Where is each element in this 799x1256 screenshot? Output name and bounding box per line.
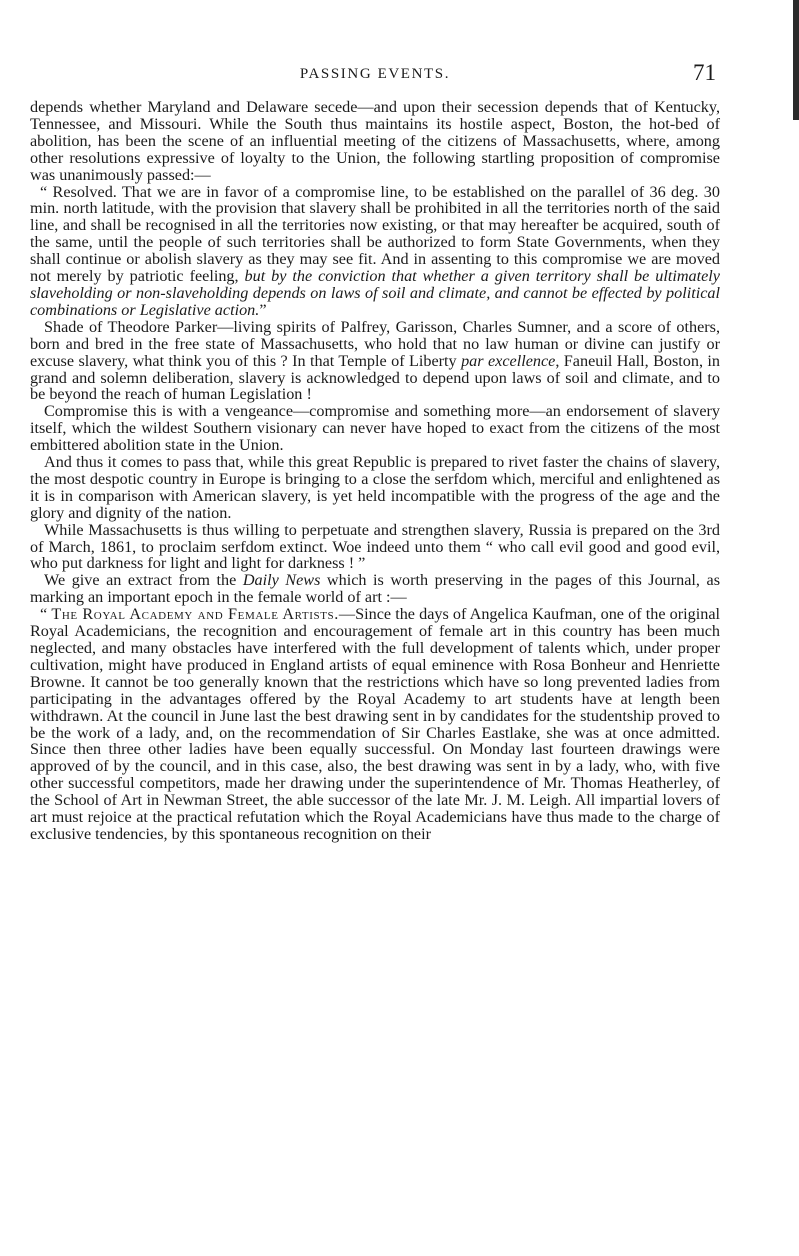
royal-academy-open-quote: “ [40,605,52,624]
page-header [30,60,720,90]
parker-text-start: Shade of Theodore Parker—living spirits of Palfrey, Garisson, Charles Sumner, and a score of others, born and bred in the free state of Massachusetts, who hold that no law human or divine can justify or excuse slavery, what think you of this ? In that Temple of Liberty [30,317,720,370]
resolution-close-quote: ” [259,300,267,319]
running-head: PASSING EVENTS. [299,66,451,82]
daily-news-text-start: We give an extract from the [44,571,243,590]
daily-news-title: Daily News [242,571,321,590]
resolution-text: “ Resolved. That we are in favor of a compromise line, to be established on the parallel of 36 deg. 30 min. north latitude, with the provision that slavery shall be prohibited in all the territories north of the said line, and shall be recognised in all the territories now existing, or that may hereafter be acquired, south of the same, until the people of such territories shall be authorized to form State Governments, when they shall continue or abolish slavery as they may see fit. And in assenting to this compromise we are moved not merely by patriotic feeling, [30,182,720,286]
paragraph-royal-academy [30,606,720,843]
paragraph-republic: And thus it comes to pass that, while this great Republic is prepared to rivet faster the chains of slavery, the most despotic country in Europe is bringing to a close the serfdom which, merciful and enlightened as it is in comparison with American slavery, is yet held incompatible with the progress of the age and the glory and dignity of the nation. [30,453,720,522]
royal-academy-text: —Since the days of Angelica Kaufman, one of the original Royal Academicians, the recognition and encouragement of female art in this country has been much neglected, and many obstacles have interfered with the full development of talents which, under proper cultivation, might have produced in England artists of equal eminence with Rosa Bonheur and Henriette Browne. It cannot be too generally known that the restrictions which have so long prevented ladies from participating in the advantages offered by the Royal Academy to art students have at length been withdrawn. At the council in June last the best drawing sent in by candidates for the studentship proved to be the work of a lady, and, on the recommendation of Sir Charles Eastlake, she was at once admitted. Since then three other ladies have been equally successful. On Monday last fourteen drawings were approved of by the council, and in this case, also, the best drawing was sent in by a lady, who, with five other successful competitors, made her drawing under the superintendence of Mr. Thomas Heatherley, of the School of Art in Newman Street, the able successor of the late Mr. J. M. Leigh. All impartial lovers of art must rejoice at the practical refutation which the Royal Academicians have thus made to the charge of exclusive tendencies, by this spontaneous recognition on their [30,605,721,843]
body-text [30,99,720,843]
paragraph-daily-news [30,572,720,606]
paragraph-secession: depends whether Maryland and Delaware secede—and upon their secession depends that of Kentucky, Tennessee, and Missouri. While the South thus maintains its hostile aspect, Boston, the hot-bed of abolition, has been the scene of an influential meeting of the citizens of Massachusetts, where, among other resolutions expressive of loyalty to the Union, the following startling proposition of compromise was unanimously passed:— [30,98,720,184]
resolution-italic-text: but by the conviction that whether a given territory shall be ultimately slaveholding or non-slaveholding depends on laws of soil and climate, and cannot be effected by political combinations or Legislative action. [30,267,720,319]
parker-italic-text: par excellence [461,351,556,370]
parker-text-end: , Faneuil Hall, Boston, in grand and solemn deliberation, slavery is acknowledged to depend upon laws of soil and climate, and to be beyond the reach of human Legislation ! [30,351,721,404]
daily-news-text-end: which is worth preserving in the pages of this Journal, as marking an important epoch in the female world of art :— [30,571,720,607]
paragraph-russia: While Massachusetts is thus willing to perpetuate and strengthen slavery, Russia is prepared on the 3rd of March, 1861, to proclaim serfdom extinct. Woe indeed unto them “ who call evil good and good evil, who put darkness for light and light for darkness ! ” [30,520,720,573]
royal-academy-heading: The Royal Academy and Female Artists. [51,605,339,624]
paragraph-compromise: Compromise this is with a vengeance—compromise and something more—an endorsement of slavery itself, which the wildest Southern visionary can never have hoped to exact from the citizens of the most embittered abolition state in the Union. [30,402,720,455]
paragraph-resolution-quote [30,184,720,319]
page-edge-shadow [793,0,799,120]
paragraph-theodore-parker [30,319,720,404]
page-number: 71 [693,60,716,85]
